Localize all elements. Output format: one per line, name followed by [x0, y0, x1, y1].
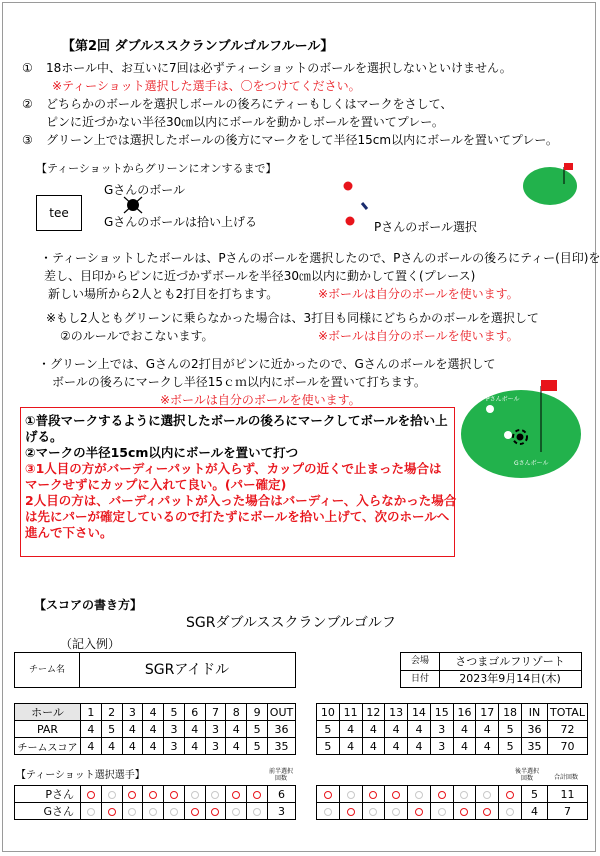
unselected-circle-icon [211, 791, 219, 799]
front-select-row [15, 786, 296, 803]
score-cell: 4 [339, 721, 362, 738]
hole-select-cell[interactable] [205, 786, 226, 803]
green-g-ball-label: Gさんボール [514, 460, 549, 467]
hole-select-cell[interactable] [453, 786, 476, 803]
score-cell: 4 [385, 721, 408, 738]
unselected-circle-icon [369, 808, 377, 816]
score-cell: 14 [408, 704, 431, 721]
front-count-label: 前半選択回数 [268, 768, 293, 782]
box-line-5: マークせずにカップに入れて良い。(パー確定) [25, 477, 287, 492]
page-title: 【第2回 ダブルススクランブルゴルフルール】 [62, 39, 334, 54]
date-label: 日付 [401, 671, 440, 687]
hole-select-cell[interactable] [385, 786, 408, 803]
selected-circle-icon [506, 791, 514, 799]
hole-select-cell[interactable] [499, 786, 522, 803]
rule-2-text: どちらかのボールを選択しボールの後ろにティーもしくはマークをさして、 [46, 97, 453, 111]
score-cell: ホール [15, 704, 81, 721]
box-line-7: は先にパーが確定しているので打たずにボールを拾い上げて、次のホールへ [25, 509, 450, 524]
box-line-6: 2人目の方は、バーディパットが入った場合はバーディー、入らなかった場合 [25, 493, 457, 508]
hole-select-cell[interactable] [122, 803, 143, 820]
score-cell: 35 [268, 738, 296, 755]
hole-select-cell[interactable] [143, 803, 164, 820]
score-heading: 【スコアの書き方】 [34, 598, 143, 612]
tee-section-heading: 【ティーショットからグリーンにオンするまで】 [36, 162, 277, 175]
hole-select-cell[interactable] [408, 786, 431, 803]
score-cell: 4 [143, 738, 164, 755]
hole-select-cell[interactable] [226, 786, 247, 803]
hole-select-cell[interactable] [247, 786, 268, 803]
front-par-row [15, 721, 296, 738]
back-count: 5 [522, 786, 548, 803]
score-cell: 4 [226, 721, 247, 738]
score-cell: 4 [362, 738, 385, 755]
score-cell: 4 [81, 738, 102, 755]
hole-select-cell[interactable] [499, 803, 522, 820]
hole-select-cell[interactable] [81, 786, 102, 803]
score-cell: 5 [247, 721, 268, 738]
total-count: 11 [548, 786, 588, 803]
score-cell: 5 [101, 721, 122, 738]
hole-select-cell[interactable] [430, 786, 453, 803]
score-cell: 13 [385, 704, 408, 721]
score-cell: 11 [339, 704, 362, 721]
venue-box [400, 652, 582, 688]
score-example: （記入例） [60, 637, 121, 651]
score-cell: 5 [499, 738, 522, 755]
score-cell: 3 [430, 721, 453, 738]
score-cell: 4 [408, 738, 431, 755]
selected-circle-icon [438, 791, 446, 799]
selected-circle-icon [108, 808, 116, 816]
explain-line-1: ・ティーショットしたボールは、Pさんのボールを選択したので、Pさんのボールの後ろにティー(目印)を [40, 251, 600, 265]
score-cell: 17 [476, 704, 499, 721]
score-cell: 4 [476, 738, 499, 755]
g-pickup-label: Gさんのボールは拾い上げる [104, 215, 258, 229]
front-team-row [15, 738, 296, 755]
score-cell: 5 [247, 738, 268, 755]
venue-value: さつまゴルフリゾート [439, 653, 581, 671]
score-cell: 18 [499, 704, 522, 721]
hole-select-cell[interactable] [339, 803, 362, 820]
score-cell: 4 [453, 738, 476, 755]
score-cell: 70 [548, 738, 588, 755]
hole-select-cell[interactable] [184, 803, 205, 820]
score-cell: 4 [81, 721, 102, 738]
score-cell: 5 [317, 738, 340, 755]
team-label: チーム名 [15, 653, 80, 687]
hole-select-cell[interactable] [247, 803, 268, 820]
score-cell: 4 [476, 721, 499, 738]
explain-line-3: 新しい場所から2人とも2打目を打ちます。 [48, 287, 279, 301]
score-cell: 4 [453, 721, 476, 738]
score-cell: 3 [205, 721, 226, 738]
score-cell: 3 [164, 738, 185, 755]
team-name: SGRアイドル [144, 662, 230, 678]
back-team-row [317, 738, 588, 755]
front-hole-row [15, 704, 296, 721]
selected-circle-icon [347, 808, 355, 816]
hole-select-cell[interactable] [362, 786, 385, 803]
hole-select-cell[interactable] [164, 803, 185, 820]
explain-line-2: 差し、目印からピンに近づかずボールを半径30㎝以内に動かして置く(プレース) [44, 269, 476, 283]
unselected-circle-icon [108, 791, 116, 799]
selected-circle-icon [232, 791, 240, 799]
g-ball-pickup-icon [118, 194, 148, 216]
score-cell: 10 [317, 704, 340, 721]
score-cell: 15 [430, 704, 453, 721]
hole-select-cell[interactable] [122, 786, 143, 803]
hole-select-cell[interactable] [476, 803, 499, 820]
unselected-circle-icon [347, 791, 355, 799]
explain-note-1: ※ボールは自分のボールを使います。 [318, 287, 519, 301]
back-par-row [317, 721, 588, 738]
score-cell: 3 [205, 738, 226, 755]
selected-circle-icon [191, 808, 199, 816]
score-cell: 35 [522, 738, 548, 755]
hole-select-cell[interactable] [339, 786, 362, 803]
front-select-row [15, 803, 296, 820]
score-cell: 5 [317, 721, 340, 738]
box-line-4: ③1人目の方がバーディーパットが入らず、カップの近くで止まった場合は [25, 461, 442, 476]
unselected-circle-icon [483, 791, 491, 799]
explain-line-7: ボールの後ろにマークし半径15ｃｍ以内にボールを置いて打ちます。 [52, 375, 426, 389]
rule-2-num: ② [22, 97, 33, 111]
unselected-circle-icon [253, 808, 261, 816]
front-select-table [14, 785, 296, 820]
tee-select-heading: 【ティーショット選択選手】 [16, 770, 145, 781]
team-box [14, 652, 296, 688]
explain-line-6: ・グリーン上では、Gさんの2打目がピンに近かったので、Gさんのボールを選択して [38, 357, 496, 371]
selected-circle-icon [211, 808, 219, 816]
hole-select-cell[interactable] [164, 786, 185, 803]
score-cell: 8 [226, 704, 247, 721]
rule-1-note: ※ティーショット選択した選手は、〇をつけてください。 [52, 79, 361, 93]
hole-select-cell[interactable] [408, 803, 431, 820]
score-cell: 4 [184, 721, 205, 738]
unselected-circle-icon [170, 808, 178, 816]
score-cell: 4 [122, 721, 143, 738]
score-cell: 5 [164, 704, 185, 721]
hole-select-cell[interactable] [226, 803, 247, 820]
score-cell: PAR [15, 721, 81, 738]
front-count: 3 [268, 803, 296, 820]
unselected-circle-icon [232, 808, 240, 816]
rule-1-num: ① [22, 61, 33, 75]
score-cell: 3 [430, 738, 453, 755]
ball-positions-icon [338, 178, 378, 228]
unselected-circle-icon [87, 808, 95, 816]
score-cell: 6 [184, 704, 205, 721]
total-count: 7 [548, 803, 588, 820]
score-cell: 72 [548, 721, 588, 738]
total-count-label: 合計回数 [553, 774, 578, 781]
back-select-table [316, 785, 588, 820]
hole-select-cell[interactable] [362, 803, 385, 820]
score-cell: 4 [184, 738, 205, 755]
hole-select-cell[interactable] [101, 803, 122, 820]
selected-circle-icon [369, 791, 377, 799]
unselected-circle-icon [438, 808, 446, 816]
back-hole-row [317, 704, 588, 721]
score-cell: 12 [362, 704, 385, 721]
score-cell: 4 [143, 704, 164, 721]
venue-label: 会場 [401, 653, 440, 671]
rule-3-num: ③ [22, 133, 33, 147]
hole-select-cell[interactable] [453, 803, 476, 820]
selected-circle-icon [149, 791, 157, 799]
explain-note-3: ※ボールは自分のボールを使います。 [160, 393, 361, 407]
tee-label: tee [49, 206, 69, 220]
score-cell: 4 [339, 738, 362, 755]
hole-select-cell[interactable] [101, 786, 122, 803]
green-p-ball-label: Pさんボール [486, 396, 520, 403]
score-cell: チームスコア [15, 738, 81, 755]
unselected-circle-icon [415, 791, 423, 799]
score-cell: 1 [81, 704, 102, 721]
front-count: 6 [268, 786, 296, 803]
back-nine-table [316, 703, 588, 755]
rule-2-text-cont: ピンに近づかない半径30㎝以内にボールを動かしボールを置いてプレー。 [46, 115, 444, 129]
tee-box [36, 195, 82, 231]
unselected-circle-icon [460, 791, 468, 799]
explain-line-4: ※もし2人ともグリーンに乗らなかった場合は、3打目も同様にどちらかのボールを選択して [46, 311, 539, 325]
player-name: Pさん [15, 786, 81, 803]
score-cell: 4 [101, 738, 122, 755]
score-cell: 4 [226, 738, 247, 755]
selected-circle-icon [415, 808, 423, 816]
score-cell: 4 [362, 721, 385, 738]
hole-select-cell[interactable] [385, 803, 408, 820]
selected-circle-icon [483, 808, 491, 816]
unselected-circle-icon [506, 808, 514, 816]
score-cell: 9 [247, 704, 268, 721]
hole-select-cell[interactable] [476, 786, 499, 803]
score-cell: IN [522, 704, 548, 721]
hole-select-cell[interactable] [430, 803, 453, 820]
score-cell: TOTAL [548, 704, 588, 721]
score-title: SGRダブルススクランブルゴルフ [186, 615, 396, 631]
back-select-row [317, 786, 588, 803]
rule-1-text: 18ホール中、お互いに7回は必ずティーショットのボールを選択しないといけません。 [46, 61, 512, 75]
score-cell: 3 [122, 704, 143, 721]
green-small-icon [520, 160, 580, 208]
score-cell: 4 [122, 738, 143, 755]
p-select-label: Pさんのボール選択 [374, 220, 477, 234]
hole-select-cell[interactable] [317, 803, 340, 820]
green-rules-box [20, 407, 455, 557]
player-name: Gさん [15, 803, 81, 820]
hole-select-cell[interactable] [143, 786, 164, 803]
explain-note-2: ※ボールは自分のボールを使います。 [318, 329, 519, 343]
front-nine-table [14, 703, 296, 755]
box-line-1: ①普段マークするように選択したボールの後ろにマークしてボールを拾い上 [25, 413, 448, 428]
g-ball-label: Gさんのボール [104, 183, 186, 197]
selected-circle-icon [460, 808, 468, 816]
back-count: 4 [522, 803, 548, 820]
score-cell: 36 [522, 721, 548, 738]
unselected-circle-icon [324, 808, 332, 816]
box-line-3: ②マークの半径15cm以内にボールを置いて打つ [25, 445, 299, 460]
selected-circle-icon [128, 791, 136, 799]
score-cell: 4 [385, 738, 408, 755]
hole-select-cell[interactable] [184, 786, 205, 803]
score-cell: 7 [205, 704, 226, 721]
score-cell: 3 [164, 721, 185, 738]
back-select-row [317, 803, 588, 820]
explain-line-5: ②のルールでおこないます。 [60, 329, 214, 343]
selected-circle-icon [170, 791, 178, 799]
selected-circle-icon [392, 791, 400, 799]
selected-circle-icon [87, 791, 95, 799]
score-cell: 16 [453, 704, 476, 721]
selected-circle-icon [253, 791, 261, 799]
rule-3-text: グリーン上では選択したボールの後方にマークをして半径15cm以内にボールを置いてプレー。 [46, 133, 558, 147]
unselected-circle-icon [392, 808, 400, 816]
hole-select-cell[interactable] [205, 803, 226, 820]
box-line-2: げる。 [25, 429, 63, 444]
box-line-8: 進んで下さい。 [25, 525, 113, 540]
score-cell: OUT [268, 704, 296, 721]
unselected-circle-icon [128, 808, 136, 816]
score-cell: 5 [499, 721, 522, 738]
hole-select-cell[interactable] [317, 786, 340, 803]
date-value: 2023年9月14日(木) [459, 672, 561, 685]
score-cell: 2 [101, 704, 122, 721]
score-cell: 4 [408, 721, 431, 738]
unselected-circle-icon [149, 808, 157, 816]
unselected-circle-icon [191, 791, 199, 799]
selected-circle-icon [324, 791, 332, 799]
back-count-label: 後半選択回数 [514, 768, 539, 782]
score-cell: 4 [143, 721, 164, 738]
hole-select-cell[interactable] [81, 803, 102, 820]
score-cell: 36 [268, 721, 296, 738]
